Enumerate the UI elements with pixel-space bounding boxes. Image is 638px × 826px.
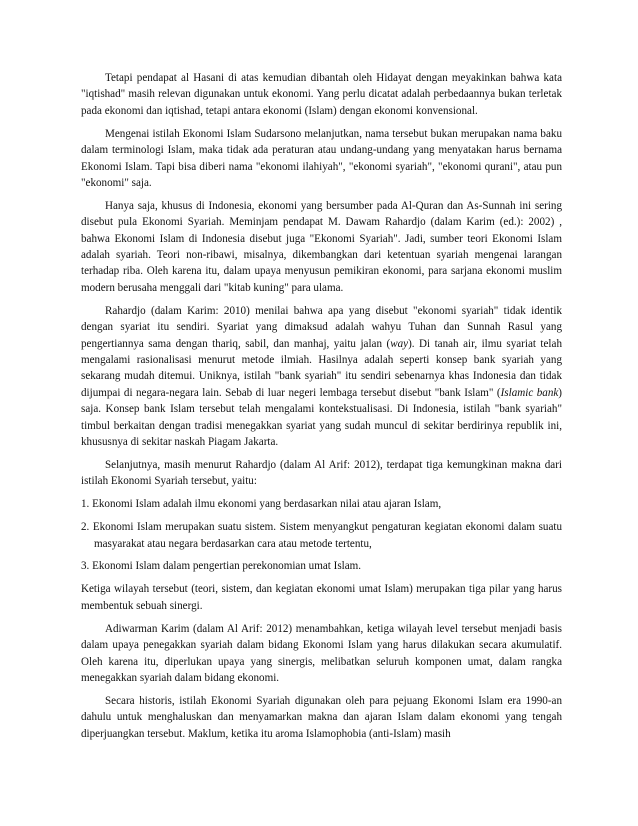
list-item-2: 2. Ekonomi Islam merupakan suatu sistem. Sistem menyangkut pengaturan kegiatan ekonomi dalam suatu masyarakat atau negara berdasarkan cara atau metode tertentu, xyxy=(81,521,562,550)
paragraph-sudarsono: Mengenai istilah Ekonomi Islam Sudarsono melanjutkan, nama tersebut bukan merupakan nama baku dalam terminologi Islam, maka tidak ada peraturan atau undang-undang yang menyatakan harus bernama Ekonomi Islam. Tapi bisa diberi nama "ekonomi ilahiyah", "ekonomi syariah", "ekonomi qurani", atau pun "ekonomi" saja. xyxy=(81,127,562,189)
term-way: way xyxy=(390,337,409,350)
paragraph-indonesia: Hanya saja, khusus di Indonesia, ekonomi yang bersumber pada Al-Quran dan As-Sunnah ini sering disebut pula Ekonomi Syariah. Meminjam pendapat M. Dawam Rahardjo (dalam Karim (ed.): 2002) , bahwa Ekonomi Islam di Indonesia disebut juga "Ekonomi Syariah". Jadi, sumber teori Ekonomi Islam adalah syariah. Teori non-ribawi, misalnya, dikembangkan dari ketentuan syariah mengenai larangan terhadap riba. Oleh karena itu, dalam upaya menyusun pemikiran ekonomi, para sarjana ekonomi muslim modern berusaha menggali dari "kitab kuning" para ulama. xyxy=(81,199,562,294)
paragraph-historis: Secara historis, istilah Ekonomi Syariah digunakan oleh para pejuang Ekonomi Islam era 1990-an dahulu untuk menghaluskan dan menyamarkan makna dan ajaran Islam dalam ekonomi yang tengah diperjuangkan tersebut. Maklum, ketika itu aroma Islamophobia (anti-Islam) masih xyxy=(81,694,562,740)
paragraph-hidayat: Tetapi pendapat al Hasani di atas kemudian dibantah oleh Hidayat dengan meyakinkan bahwa kata "iqtishad" masih relevan digunakan untuk ekonomi. Yang perlu dicatat adalah perbedaannya bukan terletak pada ekonomi dan iqtishad, tetapi antara ekonomi (Islam) dengan ekonomi konvensional. xyxy=(81,72,562,117)
paragraph-adiwarman: Adiwarman Karim (dalam Al Arif: 2012) menambahkan, ketiga wilayah level tersebut menjadi basis dalam upaya penegakkan syariah dalam bidang Ekonomi Islam yang harus dilakukan secara akumulatif. Oleh karena itu, diperlukan upaya yang sinergis, melibatkan seluruh komponen umat, dalam rangka menegakkan syariah dalam bidang ekonomi. xyxy=(81,622,562,684)
term-islamic-bank: Islamic bank xyxy=(500,386,559,399)
paragraph-selanjutnya: Selanjutnya, masih menurut Rahardjo (dalam Al Arif: 2012), terdapat tiga kemungkinan makna dari istilah Ekonomi Syariah tersebut, yaitu: xyxy=(81,458,562,488)
paragraph-rahardjo xyxy=(81,303,562,451)
list-item-3: 3. Ekonomi Islam dalam pengertian perekonomian umat Islam. xyxy=(81,560,362,573)
paragraph-ketiga-wilayah: Ketiga wilayah tersebut (teori, sistem, dan kegiatan ekonomi umat Islam) merupakan tiga pilar yang harus membentuk sebuah sinergi. xyxy=(81,583,562,612)
list-item-1: 1. Ekonomi Islam adalah ilmu ekonomi yang berdasarkan nilai atau ajaran Islam, xyxy=(81,498,442,511)
document-page xyxy=(81,70,562,749)
paragraph-rahardjo-part-c: ) saja. Konsep bank Islam tersebut telah mengalami kontekstualisasi. Di Indonesia, istilah "bank syariah" timbul berkaitan dengan tradisi menegakkan syariat yang sudah muncul di sekitar berdirinya republik ini, khususnya di sekitar naskah Piagam Jakarta. xyxy=(81,386,562,449)
paragraph-rahardjo-part-b: ). Di tanah air, ilmu syariat telah mengalami rasionalisasi menurut metode ilmiah. Hasilnya adalah seperti konsep bank syariah yang sekarang mudah ditemui. Uniknya, istilah "bank syariah" itu sendiri sebenarnya khas Indonesia dan tidak dijumpai di negara-negara lain. Sebab di luar negeri lembaga tersebut disebut "bank Islam" ( xyxy=(81,337,562,399)
paragraph-rahardjo-part-a: Rahardjo (dalam Karim: 2010) menilai bahwa apa yang disebut "ekonomi syariah" tidak identik dengan syariat itu sendiri. Syariat yang dimaksud adalah wahyu Tuhan dan Sunnah Rasul yang pengertiannya sama dengan thariq, sabil, dan manhaj, yaitu jalan ( xyxy=(81,304,562,350)
